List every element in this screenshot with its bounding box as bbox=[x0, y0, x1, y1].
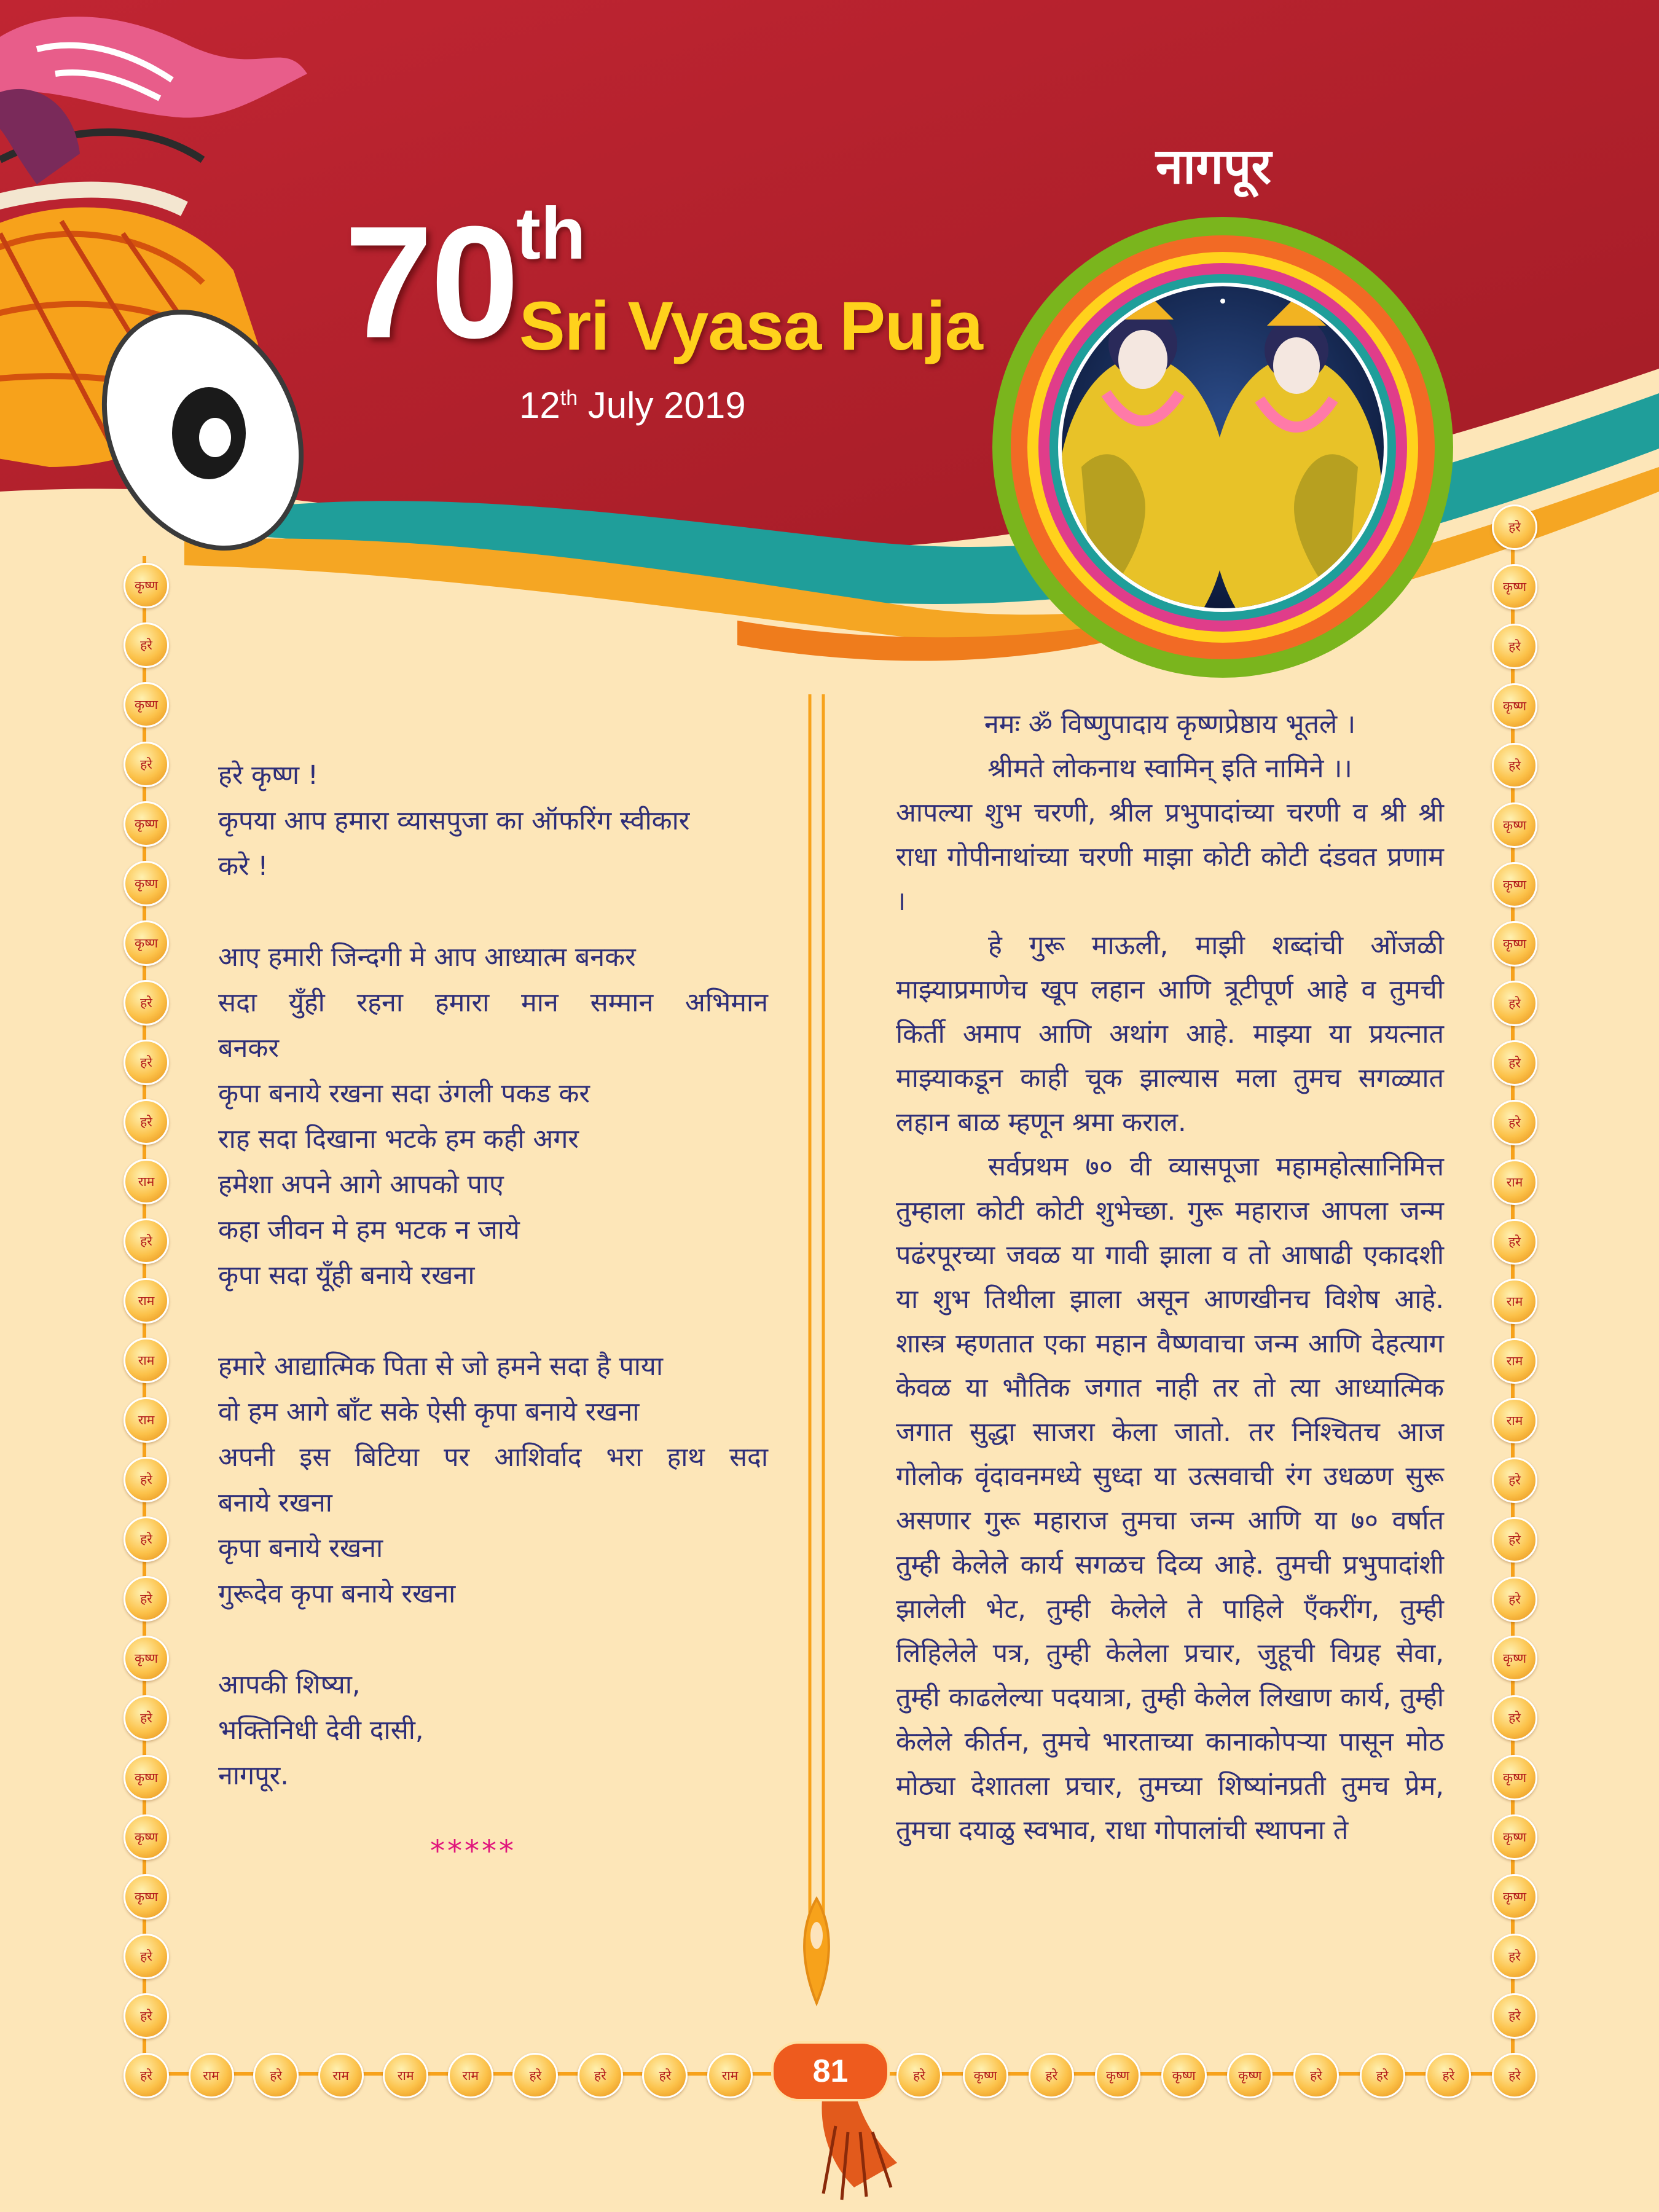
mantra-bead: कृष्ण bbox=[1492, 683, 1537, 729]
hindi-offering-letter bbox=[218, 753, 768, 1798]
mantra-bead: हरे bbox=[1492, 743, 1537, 788]
mantra-bead: हरे bbox=[124, 1934, 169, 1979]
mantra-bead: कृष्ण bbox=[1227, 2053, 1273, 2098]
mantra-bead: हरे bbox=[1492, 1219, 1537, 1265]
event-title: Sri Vyasa Puja bbox=[519, 288, 982, 364]
mantra-bead: राम bbox=[124, 1397, 169, 1443]
mantra-bead: हरे bbox=[896, 2053, 942, 2098]
mantra-bead: कृष्ण bbox=[1492, 564, 1537, 610]
letter-line: सदा युँही रहना हमारा मान सम्मान अभिमान bbox=[218, 987, 768, 1018]
letter-line: कृपया आप हमारा व्यासपुजा का ऑफरिंग स्वीकार bbox=[218, 806, 690, 836]
letter-line: नागपूर. bbox=[218, 1760, 289, 1791]
mantra-bead: कृष्ण bbox=[124, 682, 169, 728]
mantra-bead: हरे bbox=[1426, 2053, 1471, 2098]
marathi-offering-letter bbox=[896, 702, 1444, 1853]
mantra-bead: राम bbox=[318, 2053, 364, 2098]
mantra-bead: हरे bbox=[1492, 1934, 1537, 1979]
mantra-bead: हरे bbox=[642, 2053, 688, 2098]
mantra-bead: हरे bbox=[124, 622, 169, 668]
mantra-bead: हरे bbox=[1492, 1695, 1537, 1741]
letter-line: बनाये रखना bbox=[218, 1488, 332, 1518]
mantra-bead: कृष्ण bbox=[124, 861, 169, 906]
paragraph: आपल्या शुभ चरणी, श्रील प्रभुपादांच्या चरणी व श्री श्री राधा गोपीनाथांच्या चरणी माझा कोटी कोटी दंडवत प्रणाम । bbox=[896, 798, 1444, 917]
mantra-bead: राम bbox=[124, 1338, 169, 1383]
mantra-bead: कृष्ण bbox=[1492, 1755, 1537, 1800]
letter-line: कृपा बनाये रखना सदा उंगली पकड कर bbox=[218, 1078, 590, 1109]
mantra-bead: हरे bbox=[1492, 624, 1537, 669]
mantra-bead: हरे bbox=[124, 1516, 169, 1562]
letter-line: वो हम आगे बाँट सके ऐसी कृपा बनाये रखना bbox=[218, 1397, 640, 1427]
deity-medallion bbox=[992, 217, 1453, 678]
letter-line: करे ! bbox=[218, 851, 269, 882]
letter-line: कहा जीवन मे हम भटक न जाये bbox=[218, 1215, 520, 1245]
mantra-bead: कृष्ण bbox=[1492, 862, 1537, 908]
letter-line: हमेशा अपने आगे आपको पाए bbox=[218, 1169, 504, 1200]
mantra-bead: राम bbox=[1492, 1159, 1537, 1205]
letter-line: बनकर bbox=[218, 1033, 280, 1064]
letter-line: गुरूदेव कृपा बनाये रखना bbox=[218, 1579, 456, 1609]
mantra-bead: कृष्ण bbox=[124, 1814, 169, 1860]
stars-divider: ***** bbox=[430, 1834, 516, 1869]
mantra-bead: कृष्ण bbox=[1161, 2053, 1207, 2098]
mantra-bead: हरे bbox=[1492, 1100, 1537, 1145]
mantra-bead: राम bbox=[1492, 1338, 1537, 1384]
mantra-bead: हरे bbox=[124, 742, 169, 787]
event-date-month-year: July 2019 bbox=[578, 385, 746, 426]
invocation-line: श्रीमते लोकनाथ स्वामिन् इति नामिने ।। bbox=[987, 753, 1352, 784]
anniversary-number: 70 bbox=[344, 194, 517, 372]
event-date-day: 12 bbox=[519, 385, 560, 426]
mantra-bead: हरे bbox=[1293, 2053, 1339, 2098]
mantra-bead: राम bbox=[1492, 1398, 1537, 1443]
mantra-bead: हरे bbox=[578, 2053, 623, 2098]
mantra-bead: कृष्ण bbox=[1095, 2053, 1140, 2098]
mantra-bead: हरे bbox=[124, 1695, 169, 1741]
mantra-bead: कृष्ण bbox=[124, 1874, 169, 1920]
stanza-gap bbox=[218, 889, 768, 935]
mantra-bead: राम bbox=[707, 2053, 753, 2098]
mantra-bead: हरे bbox=[1492, 1457, 1537, 1503]
letter-line: आए हमारी जिन्दगी मे आप आध्यात्म बनकर bbox=[218, 942, 636, 973]
city-name: नागपूर bbox=[1155, 137, 1272, 195]
mantra-bead: कृष्ण bbox=[124, 801, 169, 847]
mantra-bead: हरे bbox=[1029, 2053, 1074, 2098]
mantra-bead: राम bbox=[124, 1278, 169, 1324]
letter-line: कृपा सदा यूँही बनाये रखना bbox=[218, 1260, 475, 1291]
mantra-bead: हरे bbox=[124, 1457, 169, 1502]
paragraph: सर्वप्रथम ७० वी व्यासपूजा महामहोत्सानिमित्त तुम्हाला कोटी कोटी शुभेच्छा. गुरू महाराज आपला जन्म पढंरपूरच्या जवळ या गावी झाला व तो आषाढी एकादशी या शुभ तिथीला झाला असून आणखीनच विशेष आहे. शास्त्र म्हणतात एका महान वैष्णवाचा जन्म आणि देहत्याग केवळ या भौतिक जगात नाही तर तो त्या आध्यात्मिक जगात सुद्धा साजरा केला जातो. तर निश्चितच आज गोलोक वृंदावनमध्ये सुध्दा या उत्सवाची रंग उधळण सुरू असणार गुरू महाराज तुमचा जन्म आणि या ७० वर्षात तुम्ही केलेले कार्य सगळच दिव्य आहे. तुमची प्रभुपादांशी झालेली भेट, तुम्ही केलेले ते पाहिले एँकरींग, तुम्ही लिहिलेले पत्र, तुम्ही केलेला प्रचार, जुहूची विग्रह सेवा, तुम्ही काढलेल्या पदयात्रा, तुम्ही केलेल लिखाण कार्य, तुम्ही केलेले कीर्तन, तुमचे भारताच्या कानाकोपऱ्या पासून मोठ मोठ्या देशातला प्रचार, तुमच्या शिष्यांनप्रती तुमच प्रेम, तुमचा दयाळु स्वभाव, राधा गोपालांची स्थापना ते bbox=[896, 1151, 1444, 1846]
mantra-bead: हरे bbox=[124, 1576, 169, 1622]
mantra-bead: हरे bbox=[124, 1218, 169, 1264]
mantra-bead: कृष्ण bbox=[1492, 1814, 1537, 1860]
letter-line: राह सदा दिखाना भटके हम कही अगर bbox=[218, 1124, 579, 1155]
mantra-bead: कृष्ण bbox=[124, 920, 169, 966]
stanza-gap bbox=[218, 1298, 768, 1344]
mantra-bead: कृष्ण bbox=[1492, 802, 1537, 848]
mantra-bead: राम bbox=[448, 2053, 493, 2098]
anniversary-ordinal: th bbox=[516, 192, 586, 275]
mantra-bead: हरे bbox=[253, 2053, 299, 2098]
mantra-bead: हरे bbox=[1360, 2053, 1405, 2098]
mantra-bead: राम bbox=[383, 2053, 428, 2098]
mantra-bead: कृष्ण bbox=[963, 2053, 1008, 2098]
mantra-bead: कृष्ण bbox=[124, 1636, 169, 1681]
mantra-bead: हरे bbox=[1492, 1993, 1537, 2039]
mantra-bead: हरे bbox=[1492, 1577, 1537, 1622]
mantra-bead: राम bbox=[189, 2053, 234, 2098]
mantra-bead: हरे bbox=[1492, 1517, 1537, 1563]
invocation-line: नमः ॐ विष्णुपादाय कृष्णप्रेष्ठाय भूतले । bbox=[984, 709, 1356, 740]
mantra-bead: कृष्ण bbox=[1492, 1636, 1537, 1681]
mantra-bead: कृष्ण bbox=[124, 563, 169, 608]
event-date-ordinal: th bbox=[560, 386, 578, 410]
mantra-bead: हरे bbox=[512, 2053, 558, 2098]
page-number: 81 bbox=[771, 2041, 890, 2101]
paragraph: हे गुरू माऊली, माझी शब्दांची ओंजळी माझ्याप्रमाणेच खूप लहान आणि त्रूटीपूर्ण आहे व तुमची किर्ती अमाप आणि अथांग आहे. माझ्या या प्रयत्नात माझ्याकडून काही चूक झाल्यास मला तुमच सगळ्यात लहान बाळ म्हणून श्रमा कराल. bbox=[896, 930, 1444, 1138]
mantra-bead: हरे bbox=[1492, 981, 1537, 1026]
mantra-bead: हरे bbox=[124, 980, 169, 1026]
mantra-bead: राम bbox=[124, 1159, 169, 1204]
stanza-gap bbox=[218, 1617, 768, 1662]
mantra-bead: हरे bbox=[124, 1040, 169, 1085]
letter-line: हरे कृष्ण ! bbox=[218, 760, 318, 791]
event-date bbox=[519, 387, 746, 424]
letter-line: हमारे आद्यात्मिक पिता से जो हमने सदा है पाया bbox=[218, 1351, 663, 1382]
mantra-bead: हरे bbox=[124, 1099, 169, 1145]
mantra-bead: हरे bbox=[124, 2053, 169, 2098]
mantra-bead: कृष्ण bbox=[124, 1755, 169, 1800]
letter-line: अपनी इस बिटिया पर आशिर्वाद भरा हाथ सदा bbox=[218, 1442, 768, 1473]
mantra-bead: कृष्ण bbox=[1492, 921, 1537, 967]
mantra-bead: हरे bbox=[1492, 1040, 1537, 1086]
mantra-bead: राम bbox=[1492, 1279, 1537, 1324]
mantra-bead: हरे bbox=[1492, 2053, 1537, 2098]
mantra-bead: हरे bbox=[124, 1993, 169, 2039]
letter-line: भक्तिनिधी देवी दासी, bbox=[218, 1715, 424, 1746]
mantra-bead: हरे bbox=[1492, 504, 1537, 550]
letter-line: कृपा बनाये रखना bbox=[218, 1533, 383, 1564]
letter-line: आपकी शिष्या, bbox=[218, 1669, 361, 1700]
mantra-bead: कृष्ण bbox=[1492, 1874, 1537, 1920]
